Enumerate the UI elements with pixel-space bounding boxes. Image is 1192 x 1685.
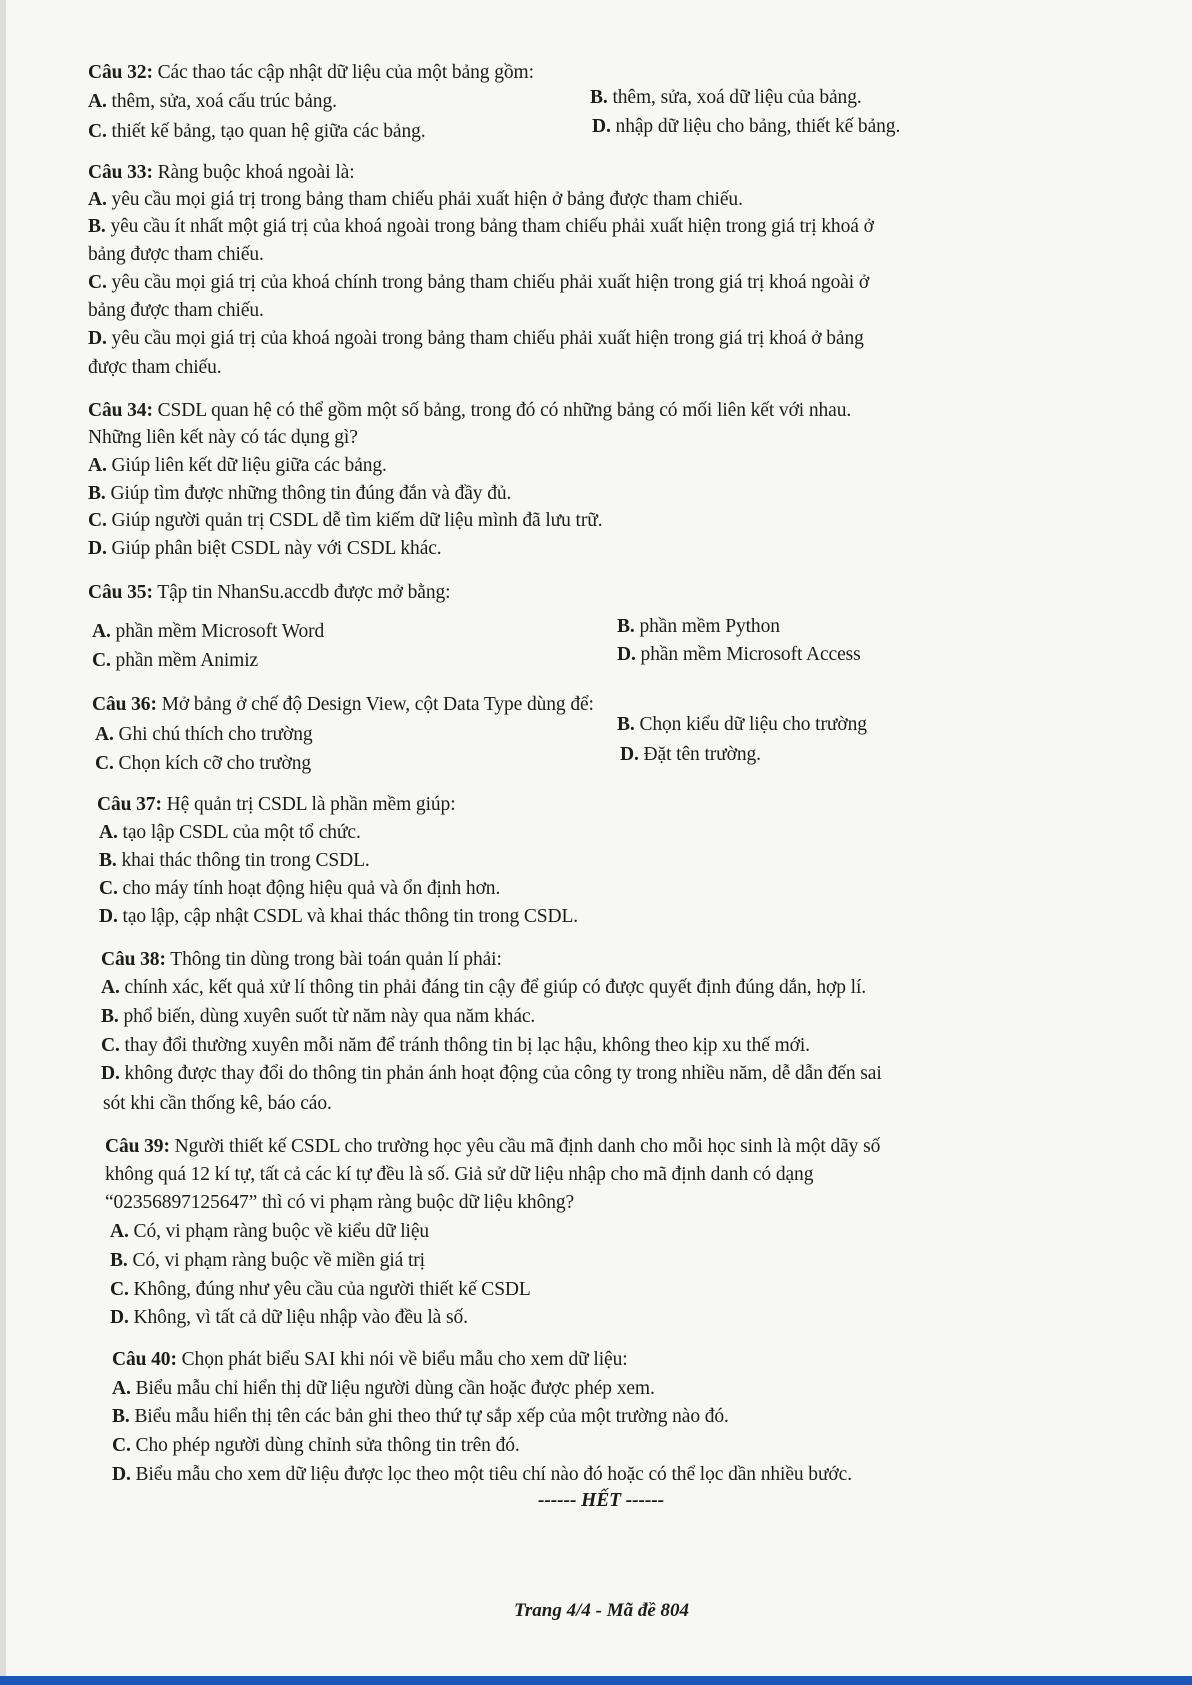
question-38-option-c: C. thay đổi thường xuyên mỗi năm để tránh thông tin bị lạc hậu, không theo kịp xu thế mới. [101, 1035, 810, 1056]
question-33-option-a: A. yêu cầu mọi giá trị trong bảng tham chiếu phải xuất hiện ở bảng được tham chiếu. [88, 189, 743, 210]
question-35-option-a: A. phần mềm Microsoft Word [92, 621, 325, 642]
question-36-option-b: B. Chọn kiểu dữ liệu cho trường [617, 714, 867, 735]
question-34-option-d: D. Giúp phân biệt CSDL này với CSDL khác. [88, 538, 442, 559]
scan-bottom-edge [0, 1676, 1192, 1685]
question-34-option-b: B. Giúp tìm được những thông tin đúng đắn và đầy đủ. [88, 483, 512, 504]
question-33-option-b-cont: bảng được tham chiếu. [88, 244, 264, 265]
question-34-option-a: A. Giúp liên kết dữ liệu giữa các bảng. [88, 455, 387, 476]
question-32-option-b: B. thêm, sửa, xoá dữ liệu của bảng. [590, 87, 862, 108]
question-37-option-c: C. cho máy tính hoạt động hiệu quả và ổn định hơn. [99, 878, 501, 899]
question-39-option-b: B. Có, vi phạm ràng buộc về miền giá trị [110, 1250, 425, 1271]
question-38-option-a: A. chính xác, kết quả xử lí thông tin phải đáng tin cậy để giúp có được quyết định đúng dắn, hợp lí. [101, 977, 867, 998]
question-35-stem: Câu 35: Tập tin NhanSu.accdb được mở bằng: [88, 582, 451, 603]
question-34-option-c: C. Giúp người quản trị CSDL dễ tìm kiếm dữ liệu mình đã lưu trữ. [88, 510, 603, 531]
question-36-option-c: C. Chọn kích cỡ cho trường [95, 753, 311, 774]
question-33-stem: Câu 33: Ràng buộc khoá ngoài là: [88, 162, 355, 183]
question-36-option-a: A. Ghi chú thích cho trường [95, 724, 313, 745]
question-39-option-a: A. Có, vi phạm ràng buộc về kiểu dữ liệu [110, 1221, 430, 1242]
question-39-stem-cont-1: không quá 12 kí tự, tất cả các kí tự đều là số. Giả sử dữ liệu nhập cho mã định danh có dạng [105, 1164, 814, 1185]
question-37-option-d: D. tạo lập, cập nhật CSDL và khai thác thông tin trong CSDL. [99, 906, 579, 927]
question-37-option-b: B. khai thác thông tin trong CSDL. [99, 850, 370, 871]
question-40-option-c: C. Cho phép người dùng chỉnh sửa thông tin trên đó. [112, 1435, 520, 1456]
question-38-stem: Câu 38: Thông tin dùng trong bài toán quản lí phải: [101, 949, 502, 970]
question-34-stem-cont: Những liên kết này có tác dụng gì? [88, 427, 358, 448]
question-39-stem: Câu 39: Người thiết kế CSDL cho trường học yêu cầu mã định danh cho mỗi học sinh là một dãy số [105, 1136, 881, 1157]
question-32-option-d: D. nhập dữ liệu cho bảng, thiết kế bảng. [592, 116, 901, 137]
question-35-option-d: D. phần mềm Microsoft Access [617, 644, 861, 665]
question-36-option-d: D. Đặt tên trường. [620, 744, 761, 765]
question-40-option-d: D. Biểu mẫu cho xem dữ liệu được lọc theo một tiêu chí nào đó hoặc có thể lọc dần nhiều bước. [112, 1464, 852, 1485]
question-33-option-b: B. yêu cầu ít nhất một giá trị của khoá ngoài trong bảng tham chiếu phải xuất hiện trong giá trị khoá ở [88, 216, 874, 237]
question-38-option-b: B. phổ biến, dùng xuyên suốt từ năm này qua năm khác. [101, 1006, 536, 1027]
question-40-option-a: A. Biểu mẫu chỉ hiển thị dữ liệu người dùng cần hoặc được phép xem. [112, 1378, 655, 1399]
question-39-option-c: C. Không, đúng như yêu cầu của người thiết kế CSDL [110, 1279, 531, 1300]
question-38-option-d-cont: sót khi cần thống kê, báo cáo. [103, 1093, 332, 1114]
question-40-stem: Câu 40: Chọn phát biểu SAI khi nói về biểu mẫu cho xem dữ liệu: [112, 1349, 628, 1370]
question-36-stem: Câu 36: Mở bảng ở chế độ Design View, cột Data Type dùng để: [92, 694, 594, 715]
question-39-stem-cont-2: “02356897125647” thì có vi phạm ràng buộc dữ liệu không? [105, 1192, 575, 1213]
question-39-option-d: D. Không, vì tất cả dữ liệu nhập vào đều là số. [110, 1307, 468, 1328]
question-38-option-d: D. không được thay đổi do thông tin phản ánh hoạt động của công ty trong nhiều năm, dễ dẫn đến sai [101, 1063, 882, 1084]
question-33-option-c-cont: bảng được tham chiếu. [88, 300, 264, 321]
question-32-option-c: C. thiết kế bảng, tạo quan hệ giữa các bảng. [88, 121, 426, 142]
question-35-option-c: C. phần mềm Animiz [92, 650, 259, 671]
end-marker: ------ HẾT ------ [538, 1490, 665, 1511]
question-37-stem: Câu 37: Hệ quản trị CSDL là phần mềm giúp: [97, 794, 456, 815]
question-32-stem: Câu 32: Các thao tác cập nhật dữ liệu của một bảng gồm: [88, 62, 534, 83]
question-37-option-a: A. tạo lập CSDL của một tổ chức. [99, 822, 361, 843]
question-33-option-d: D. yêu cầu mọi giá trị của khoá ngoài trong bảng tham chiếu phải xuất hiện trong giá trị khoá ở bảng [88, 328, 864, 349]
question-32-option-a: A. thêm, sửa, xoá cấu trúc bảng. [88, 91, 337, 112]
question-33-option-d-cont: được tham chiếu. [88, 357, 222, 378]
question-33-option-c: C. yêu cầu mọi giá trị của khoá chính trong bảng tham chiếu phải xuất hiện trong giá trị khoá ngoài ở [88, 272, 870, 293]
question-40-option-b: B. Biểu mẫu hiển thị tên các bản ghi theo thứ tự sắp xếp của một trường nào đó. [112, 1406, 729, 1427]
scan-left-edge [0, 0, 6, 1685]
page-number: Trang 4/4 - Mã đề 804 [514, 1600, 690, 1621]
question-34-stem: Câu 34: CSDL quan hệ có thể gồm một số bảng, trong đó có những bảng có mối liên kết với nhau. [88, 400, 852, 421]
question-35-option-b: B. phần mềm Python [617, 616, 780, 637]
